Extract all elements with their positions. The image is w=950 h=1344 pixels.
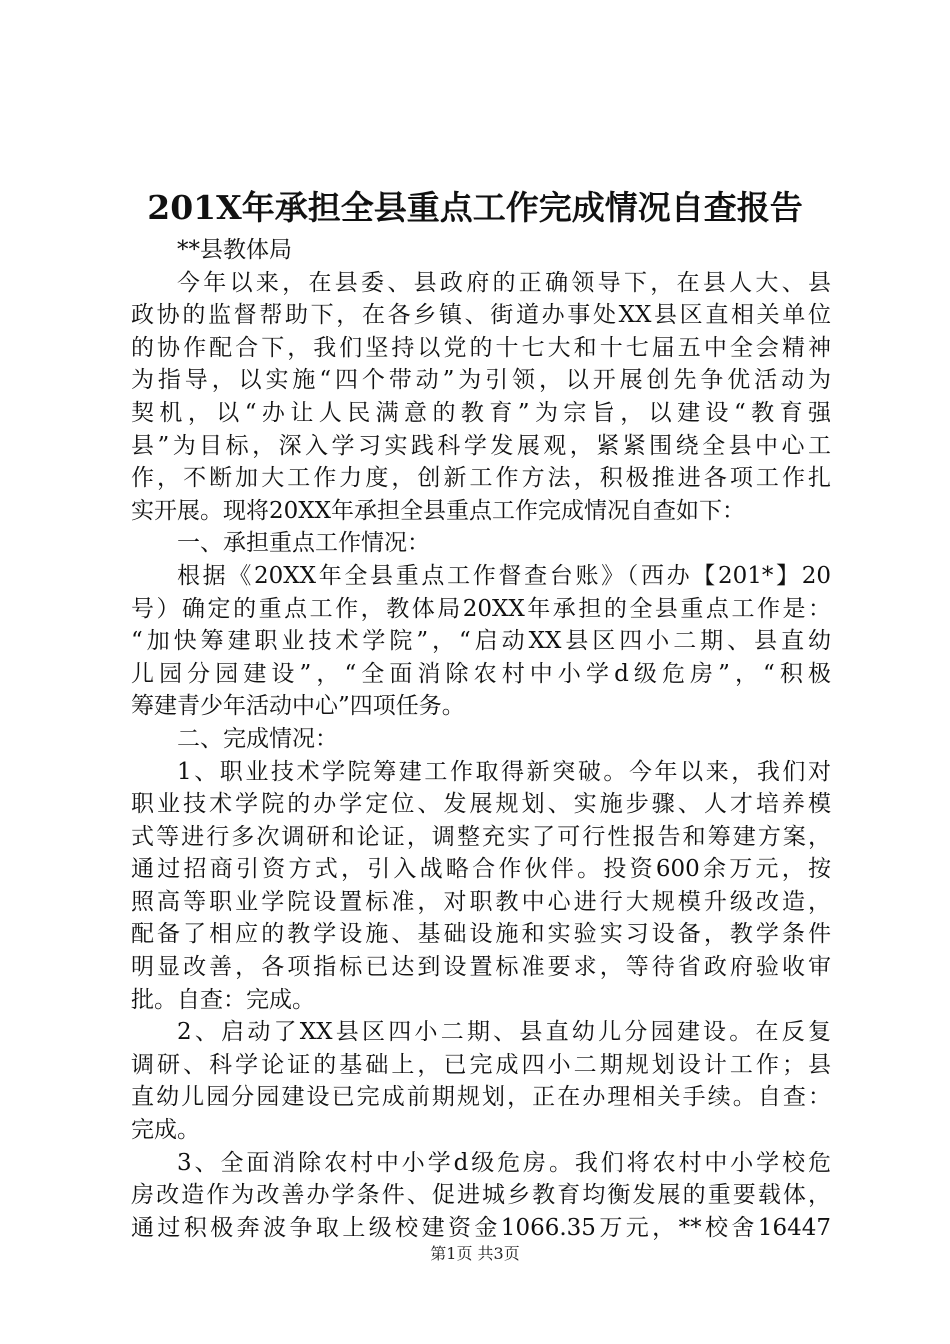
text-line: 根据《20XX年全县重点工作督查台账》（西办【201*】20 bbox=[177, 562, 831, 589]
page-footer: 第1页 共3页 bbox=[430, 1244, 520, 1263]
text-line: 今年以来，在县委、县政府的正确领导下，在县人大、县 bbox=[177, 269, 831, 296]
text-line: 县”为目标，深入学习实践科学发展观，紧紧围绕全县中心工 bbox=[131, 432, 831, 459]
text-line: 二、完成情况： bbox=[177, 725, 338, 752]
text-line: 房改造作为改善办学条件、促进城乡教育均衡发展的重要载体， bbox=[131, 1182, 831, 1209]
text-line: 一、承担重点工作情况： bbox=[177, 530, 430, 557]
text-line: 完成。 bbox=[131, 1117, 200, 1144]
text-line: 照高等职业学院设置标准，对职教中心进行大规模升级改造， bbox=[131, 888, 831, 915]
text-line: 式等进行多次调研和论证，调整充实了可行性报告和筹建方案， bbox=[131, 823, 831, 850]
text-line: 政协的监督帮助下，在各乡镇、街道办事处XX县区直相关单位 bbox=[131, 302, 831, 329]
text-line: 实开展。现将20XX年承担全县重点工作完成情况自查如下： bbox=[131, 497, 746, 524]
text-line: 筹建青少年活动中心”四项任务。 bbox=[131, 693, 465, 720]
text-line: 3、全面消除农村中小学d级危房。我们将农村中小学校危 bbox=[177, 1149, 831, 1176]
text-line: 的协作配合下，我们坚持以党的十七大和十七届五中全会精神 bbox=[131, 334, 831, 361]
text-line: **县教体局 bbox=[177, 237, 292, 263]
text-line: 职业技术学院的办学定位、发展规划、实施步骤、人才培养模 bbox=[131, 791, 831, 818]
text-line: 调研、科学论证的基础上，已完成四小二期规划设计工作；县 bbox=[131, 1051, 831, 1078]
text-line: 为指导，以实施“四个带动”为引领，以开展创先争优活动为 bbox=[131, 367, 831, 394]
text-line: 直幼儿园分园建设已完成前期规划，正在办理相关手续。自查： bbox=[131, 1084, 831, 1111]
text-line: 2、启动了XX县区四小二期、县直幼儿分园建设。在反复 bbox=[177, 1019, 831, 1046]
text-line: 批。自查：完成。 bbox=[131, 986, 315, 1013]
text-line: 作，不断加大工作力度，创新工作方法，积极推进各项工作扎 bbox=[131, 465, 831, 492]
text-line: 配备了相应的教学设施、基础设施和实验实习设备，教学条件 bbox=[131, 921, 831, 948]
text-line: 儿园分园建设”，“全面消除农村中小学d级危房”，“积极 bbox=[131, 660, 831, 687]
text-line: 通过招商引资方式，引入战略合作伙伴。投资600余万元，按 bbox=[131, 856, 831, 883]
document-body bbox=[131, 234, 831, 1244]
text-line: “加快筹建职业技术学院”，“启动XX县区四小二期、县直幼 bbox=[131, 628, 831, 655]
text-line: 通过积极奔波争取上级校建资金1066.35万元，**校舍16447 bbox=[131, 1214, 831, 1241]
text-line: 1、职业技术学院筹建工作取得新突破。今年以来，我们对 bbox=[177, 758, 831, 785]
document-title: 201X年承担全县重点工作完成情况自查报告 bbox=[147, 188, 803, 227]
text-line: 明显改善，各项指标已达到设置标准要求，等待省政府验收审 bbox=[131, 954, 831, 981]
text-line: 契机，以“办让人民满意的教育”为宗旨，以建设“教育强 bbox=[131, 399, 831, 426]
text-line: 号）确定的重点工作，教体局20XX年承担的全县重点工作是： bbox=[131, 595, 831, 622]
